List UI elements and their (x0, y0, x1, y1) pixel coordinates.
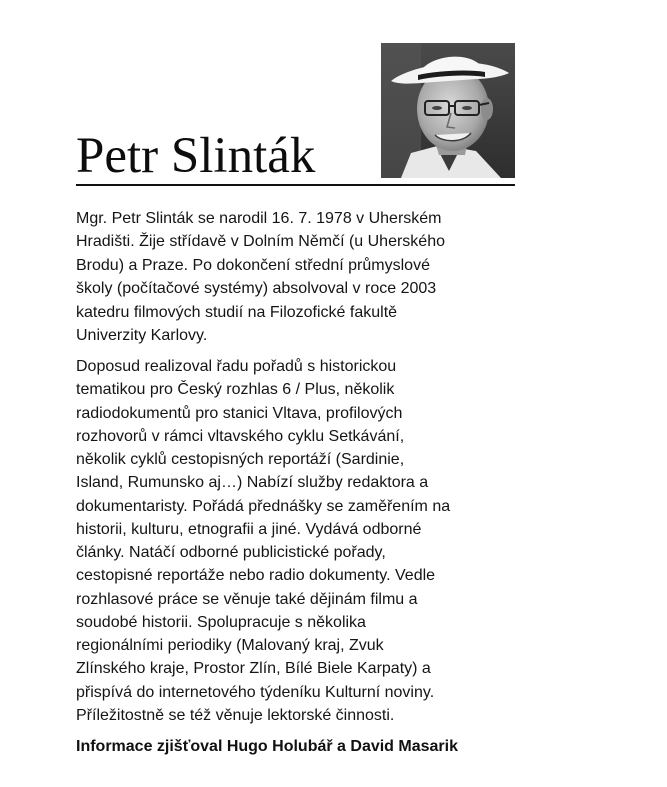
heading-divider (76, 184, 515, 186)
bio-line: články. Natáčí odborné publicistické pořady, (76, 544, 386, 561)
bio-line: Univerzity Karlovy. (76, 327, 208, 345)
bio-paragraph-2 (76, 355, 450, 727)
bio-line: rozhlasové práce se věnuje také dějinám filmu a (76, 590, 418, 608)
bio-line: Mgr. Petr Slinták se narodil 16. 7. 1978 v Uherském (76, 210, 442, 227)
bio-line: tematikou pro Český rozhlas 6 / Plus, několik (76, 381, 395, 399)
bio-line: přispívá do internetového týdeníku Kulturní noviny. (76, 683, 435, 701)
bio-line: Hradišti. Žije střídavě v Dolním Němčí (u Uherského (76, 233, 445, 251)
bio-line: Brodu) a Praze. Po dokončení střední průmyslové (76, 256, 430, 274)
bio-paragraph-1 (76, 207, 445, 347)
person-name-heading: Petr Slinták (76, 128, 316, 184)
bio-line: soudobé historii. Spolupracuje s několika (76, 613, 366, 631)
bio-line: katedru filmových studií na Filozofické fakultě (76, 303, 398, 321)
bio-line: školy (počítačové systémy) absolvoval v roce 2003 (76, 280, 437, 298)
bio-line: rozhovorů v rámci vltavského cyklu Setkávání, (76, 427, 405, 445)
bio-line: Příležitostně se též věnuje lektorské činnosti. (76, 706, 395, 724)
bio-line: cestopisné reportáže nebo radio dokumenty. Vedle (76, 567, 436, 585)
bio-line: regionálními periodiky (Malovaný kraj, Zvuk (76, 637, 384, 654)
bio-line: dokumentaristy. Pořádá přednášky se zaměřením na (76, 497, 451, 515)
bio-line: radiodokumentů pro stanici Vltava, profilových (76, 404, 403, 422)
author-credit: Informace zjišťoval Hugo Holubář a David Masarik (76, 738, 458, 755)
bio-line: historii, kulturu, etnografii a jiné. Vydává odborné (76, 520, 422, 538)
bio-line: několik cyklů cestopisných reportáží (Sardinie, (76, 451, 405, 468)
bio-line: Island, Rumunsko aj…) Nabízí služby redaktora a (76, 474, 429, 492)
portrait-photo (381, 43, 515, 178)
bio-line: Doposud realizoval řadu pořadů s historickou (76, 358, 397, 375)
bio-line: Zlínského kraje, Prostor Zlín, Bílé Biele Karpaty) a (76, 660, 431, 678)
